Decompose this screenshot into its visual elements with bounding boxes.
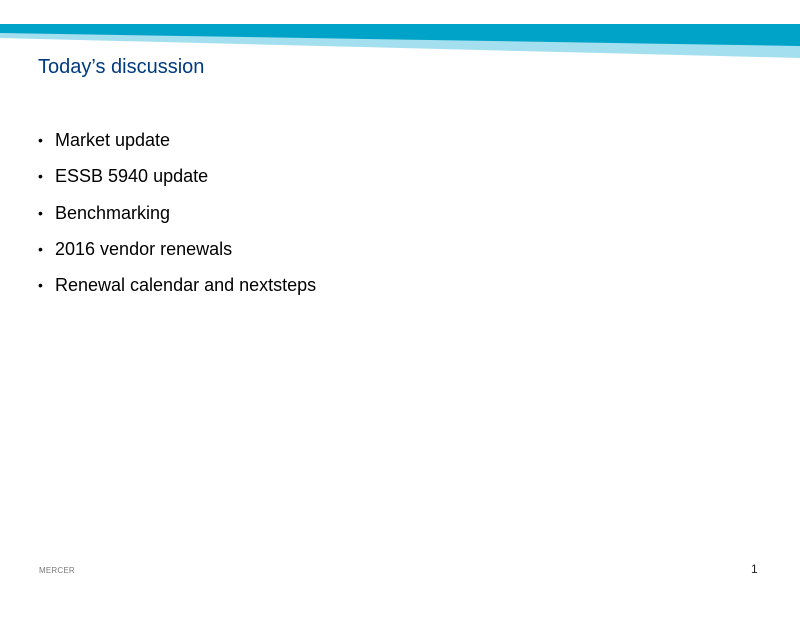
bullet-icon: • xyxy=(38,132,43,148)
bullet-icon: • xyxy=(38,277,43,294)
slide-title: Today’s discussion xyxy=(38,56,205,78)
agenda-item-text: Renewal calendar and nextsteps xyxy=(55,275,317,296)
bullet-icon: • xyxy=(38,240,43,257)
agenda-item-text: ESSB 5940 update xyxy=(55,166,209,187)
footer-brand-logo: MERCER xyxy=(39,566,75,575)
bullet-icon: • xyxy=(38,168,43,185)
bullet-icon: • xyxy=(38,204,43,221)
header-decorative-band xyxy=(0,0,800,60)
agenda-item-text: Benchmarking xyxy=(55,202,171,223)
agenda-item-text: Market update xyxy=(55,130,171,150)
agenda-item-text: 2016 vendor renewals xyxy=(55,238,233,259)
page-number: 1 xyxy=(751,562,758,576)
